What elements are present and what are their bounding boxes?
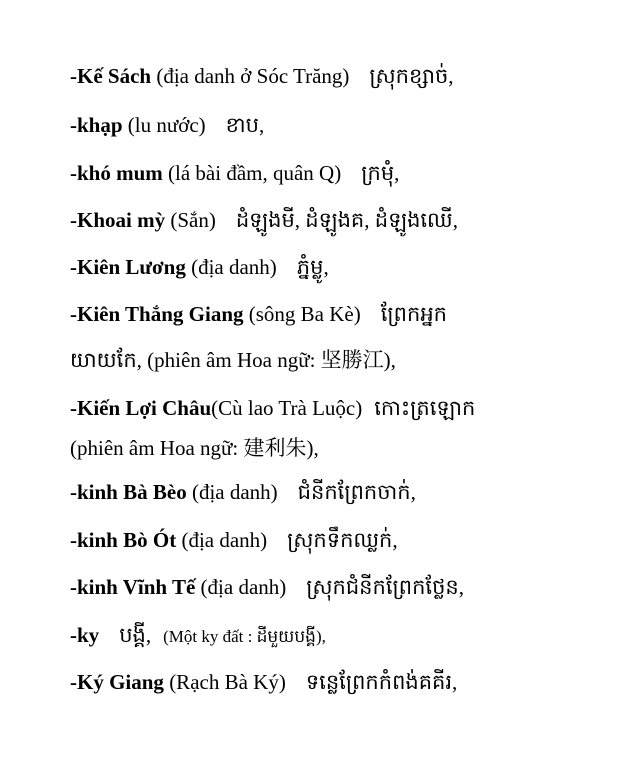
dictionary-entry-kien-luong: [70, 253, 607, 281]
dictionary-entry-kien-loi-chau: [70, 394, 607, 422]
entry-gloss: (Rạch Bà Ký): [163, 670, 286, 694]
entry-note: (Một ky đất : ដីមួយបង្គី),: [163, 627, 326, 646]
entry-headword: -kinh Vĩnh Tế: [70, 575, 196, 599]
entry-headword: -kinh Bò Ót: [70, 528, 177, 552]
dictionary-entry-ky-giang: [70, 668, 607, 696]
entry-gloss: (địa danh): [195, 575, 287, 599]
entry-gloss: (Sắn): [165, 208, 216, 232]
entry-headword: -khạp: [70, 113, 123, 137]
dictionary-entry-khap: [70, 111, 607, 139]
entry-khmer: ព្រែកអ្នក: [380, 302, 447, 326]
entry-khmer: ជំនីកព្រែកចាក់,: [297, 480, 416, 504]
entry-headword: -Kiên Thắng Giang: [70, 302, 244, 326]
entry-gloss: (sông Ba Kè): [243, 302, 361, 326]
entry-gloss: (địa danh): [176, 528, 268, 552]
entry-khmer: ស្រុកខ្សាច់,: [369, 64, 454, 88]
dictionary-entry-continuation: [70, 346, 607, 374]
dictionary-entry-ke-sach: [70, 62, 607, 90]
dictionary-entry-kinh-bo-ot: [70, 526, 607, 554]
entry-khmer: ក្រមុំ,: [361, 161, 400, 185]
entry-headword: -khó mum: [70, 161, 163, 185]
entry-headword: -Ký Giang: [70, 670, 164, 694]
entry-khmer: ភ្នំម្លូ,: [296, 255, 329, 279]
entry-gloss: (địa danh): [186, 480, 278, 504]
entry-headword: -Khoai mỳ: [70, 208, 166, 232]
dictionary-entry-kinh-vinh-te: [70, 573, 607, 601]
entry-gloss: (địa danh): [185, 255, 277, 279]
entry-headword: -Kiên Lương: [70, 255, 186, 279]
entry-headword: -ky: [70, 623, 100, 647]
entry-gloss: (lá bài đầm, quân Q): [162, 161, 342, 185]
entry-headword: -Kế Sách: [70, 64, 152, 88]
dictionary-entry-ky: [70, 621, 607, 651]
dictionary-entry-khoai-my: [70, 206, 607, 234]
dictionary-entry-kinh-ba-beo: [70, 478, 607, 506]
dictionary-entry-kien-thang-giang: [70, 300, 607, 328]
entry-khmer: ស្រុកទឹកឈ្លក់,: [287, 528, 398, 552]
entry-headword: -Kiến Lợi Châu: [70, 396, 212, 420]
entry-continuation-text: (phiên âm Hoa ngữ: 建利朱),: [70, 436, 319, 460]
entry-khmer: ខាប,: [225, 113, 265, 137]
entry-headword: -kinh Bà Bèo: [70, 480, 187, 504]
entry-khmer: កោះត្រឡោក: [374, 396, 476, 420]
entry-gloss: (lu nước): [122, 113, 206, 137]
entry-continuation-text: យាយកែ, (phiên âm Hoa ngữ: 坚勝江),: [70, 348, 396, 372]
entry-khmer: បង្គី,: [119, 623, 152, 647]
entry-khmer: ដំឡូងមី, ដំឡូងគ, ដំឡូងឈើ,: [235, 208, 458, 232]
dictionary-entry-continuation: [70, 434, 607, 462]
entry-khmer: ស្រុកជំនីកព្រែកថ្លែន,: [306, 575, 464, 599]
entry-gloss: (Cù lao Trà Luộc): [211, 396, 363, 420]
entry-khmer: ទន្លេព្រែកកំពង់គគីរ,: [305, 670, 458, 694]
dictionary-entry-kho-mum: [70, 159, 607, 187]
entry-gloss: (địa danh ở Sóc Trăng): [151, 64, 350, 88]
